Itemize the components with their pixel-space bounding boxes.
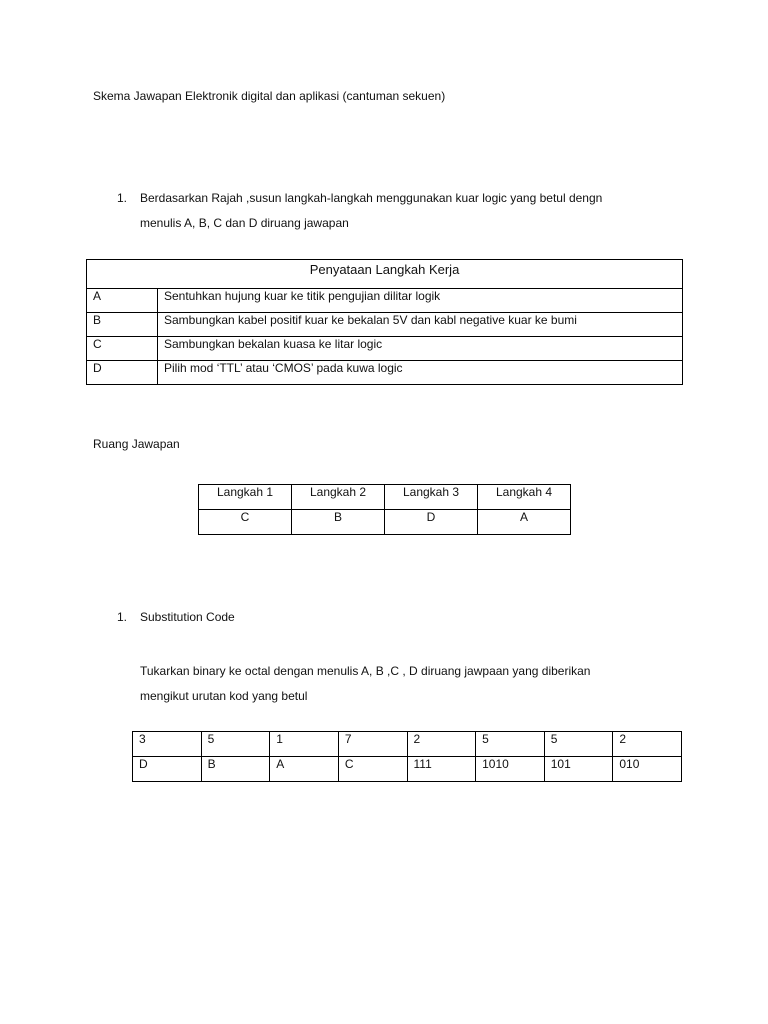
table-row — [87, 361, 683, 385]
step-text: Pilih mod ‘TTL’ atau ‘CMOS’ pada kuwa logic — [158, 361, 683, 385]
question-2-instructions — [140, 659, 590, 709]
code-cell: C — [338, 757, 407, 782]
question-1-line-2: menulis A, B, C dan D diruang jawapan — [140, 216, 349, 230]
answer-header: Langkah 1 — [199, 485, 292, 510]
answer-header: Langkah 4 — [478, 485, 571, 510]
code-table-binary-row — [133, 757, 682, 782]
code-cell: B — [201, 757, 270, 782]
answer-value: C — [199, 510, 292, 535]
code-cell: 111 — [407, 757, 476, 782]
question-2-line-1: Tukarkan binary ke octal dengan menulis A, B ,C , D diruang jawpaan yang diberikan — [140, 664, 591, 678]
answer-value: A — [478, 510, 571, 535]
steps-table-header: Penyataan Langkah Kerja — [87, 260, 683, 289]
question-1-text: Berdasarkan Rajah ,susun langkah-langkah menggunakan kuar logic yang betul dengn — [140, 191, 603, 205]
steps-table — [86, 259, 683, 385]
step-text: Sambungkan kabel positif kuar ke bekalan 5V dan kabl negative kuar ke bumi — [158, 313, 683, 337]
answer-value: D — [385, 510, 478, 535]
answer-header: Langkah 2 — [292, 485, 385, 510]
code-cell: 3 — [133, 732, 202, 757]
step-label: A — [87, 289, 158, 313]
code-cell: 7 — [338, 732, 407, 757]
code-cell: 010 — [613, 757, 682, 782]
table-row — [87, 337, 683, 361]
step-label: D — [87, 361, 158, 385]
question-number: 1. — [117, 610, 128, 624]
step-text: Sentuhkan hujung kuar ke titik pengujian dilitar logik — [158, 289, 683, 313]
question-2-heading — [117, 610, 235, 624]
steps-table-header-row — [87, 260, 683, 289]
step-label: C — [87, 337, 158, 361]
document-title: Skema Jawapan Elektronik digital dan aplikasi (cantuman sekuen) — [93, 89, 446, 103]
code-cell: 1010 — [476, 757, 545, 782]
answer-header: Langkah 3 — [385, 485, 478, 510]
answer-value: B — [292, 510, 385, 535]
code-cell: 1 — [270, 732, 339, 757]
code-cell: 2 — [613, 732, 682, 757]
question-2-title: Substitution Code — [140, 610, 235, 624]
code-table-octal-row — [133, 732, 682, 757]
code-cell: 101 — [544, 757, 613, 782]
answer-table-value-row — [199, 510, 571, 535]
code-cell: 2 — [407, 732, 476, 757]
code-cell: 5 — [476, 732, 545, 757]
answer-table — [198, 484, 571, 535]
question-1-line-1 — [117, 186, 602, 211]
question-2-line-2: mengikut urutan kod yang betul — [140, 689, 308, 703]
code-table — [132, 731, 682, 782]
question-1 — [117, 186, 602, 236]
step-text: Sambungkan bekalan kuasa ke litar logic — [158, 337, 683, 361]
code-cell: 5 — [544, 732, 613, 757]
answer-table-header-row — [199, 485, 571, 510]
question-number: 1. — [117, 191, 128, 205]
code-cell: A — [270, 757, 339, 782]
table-row — [87, 289, 683, 313]
table-row — [87, 313, 683, 337]
code-cell: 5 — [201, 732, 270, 757]
answer-space-label: Ruang Jawapan — [93, 437, 180, 451]
code-cell: D — [133, 757, 202, 782]
step-label: B — [87, 313, 158, 337]
